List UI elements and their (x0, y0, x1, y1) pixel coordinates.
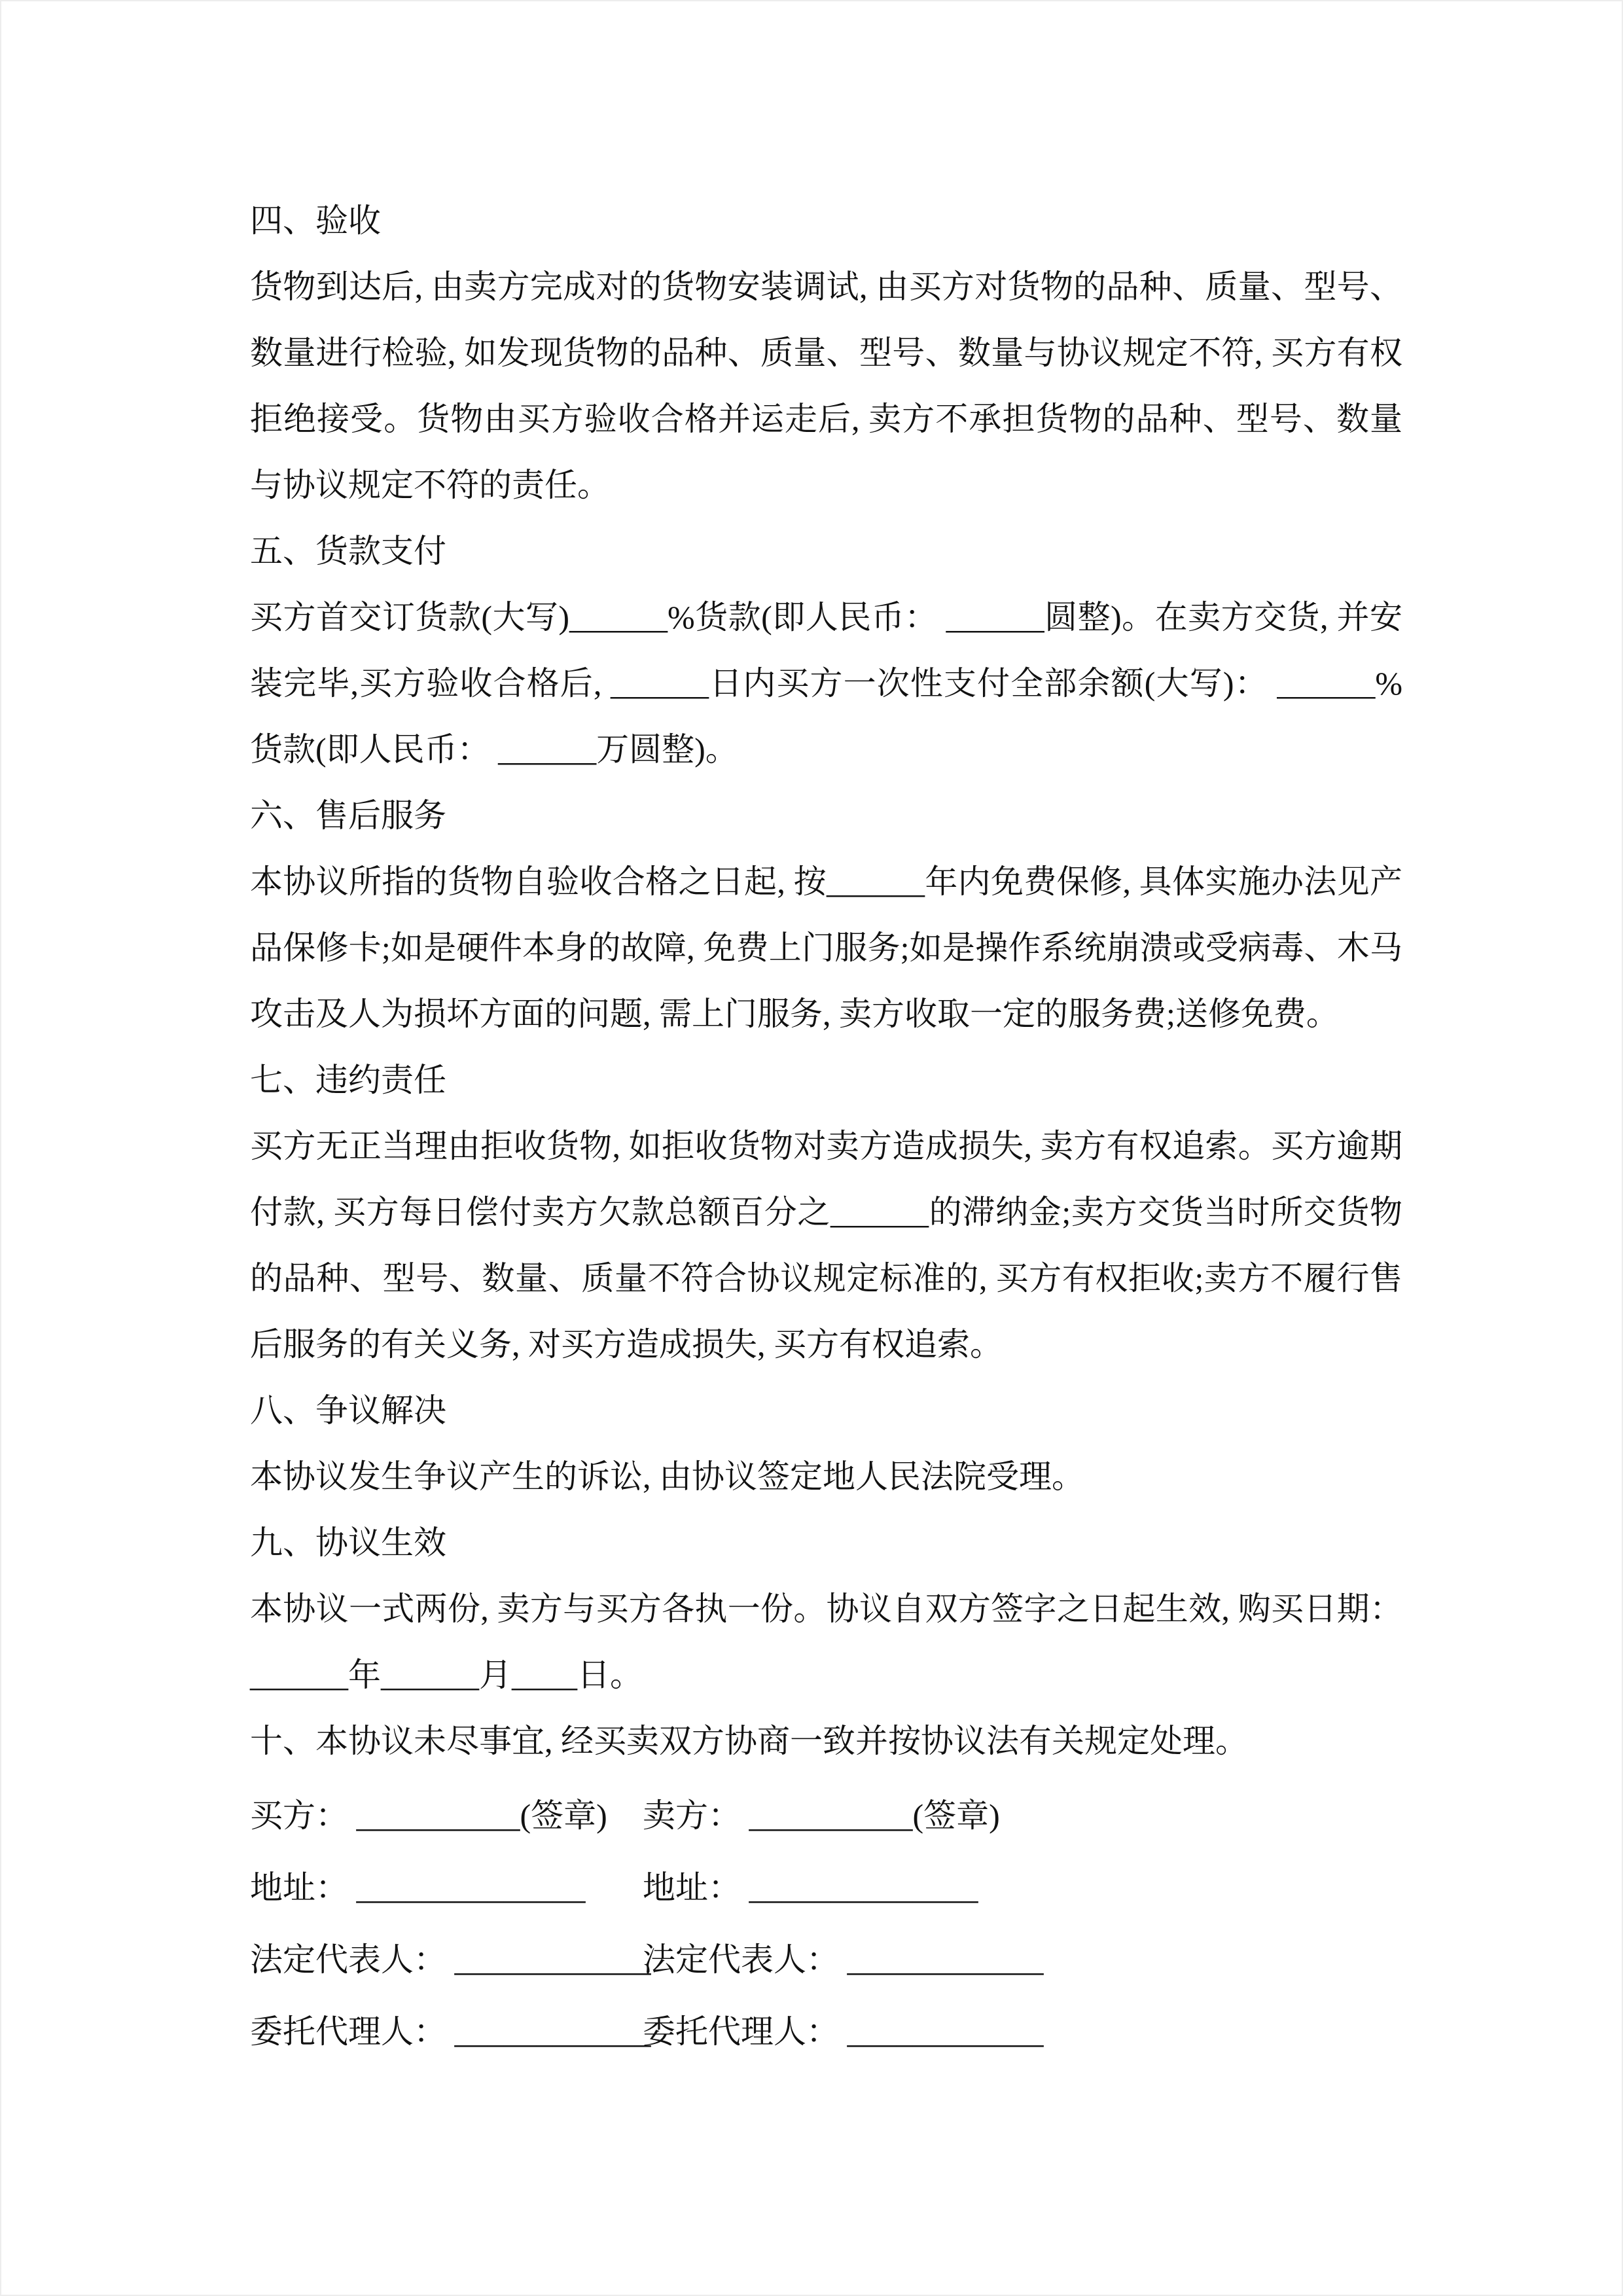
buyer-entrusted-agent-field: 委托代理人： ____________ (250, 2013, 651, 2050)
contract-document (250, 188, 1402, 2068)
section-9-heading: 九、协议生效 (250, 1524, 446, 1561)
section-6-paragraph: 本协议所指的货物自验收合格之日起, 按______年内免费保修, 具体实施办法见产品保修卡;如是硬件本身的故障, 免费上门服务;如是操作系统崩溃或受病毒、木马攻击及人为损坏方面的问题, 需上门服务, 卖方收取一定的服务费;送修免费。 (250, 863, 1402, 1032)
section-8-paragraph: 本协议发生争议产生的诉讼, 由协议签定地人民法院受理。 (250, 1458, 1084, 1495)
section-4-paragraph: 货物到达后, 由卖方完成对的货物安装调试, 由买方对货物的品种、质量、型号、数量进行检验, 如发现货物的品种、质量、型号、数量与协议规定不符, 买方有权拒绝接受。货物由买方验收合格并运走后, 卖方不承担货物的品种、型号、数量与协议规定不符的责任。 (250, 268, 1402, 503)
section-10-heading: 十、本协议未尽事宜, 经买卖双方协商一致并按协议法有关规定处理。 (250, 1723, 1248, 1759)
section-4-heading: 四、验收 (250, 202, 381, 239)
section-9-paragraph: 本协议一式两份, 卖方与买方各执一份。协议自双方签字之日起生效, 购买日期： ______年______月____日。 (250, 1590, 1402, 1693)
section-7-heading: 七、违约责任 (250, 1062, 446, 1098)
section-5-paragraph: 买方首交订货款(大写)______%货款(即人民币： ______圆整)。在卖方交货, 并安装完毕,买方验收合格后, ______日内买方一次性支付全部余额(大写)： ______%货款(即人民币： ______万圆整)。 (250, 599, 1402, 768)
section-7-paragraph: 买方无正当理由拒收货物, 如拒收货物对卖方造成损失, 卖方有权追索。买方逾期付款, 买方每日偿付卖方欠款总额百分之______的滞纳金;卖方交货当时所交货物的品种、型号、数量、质量不符合协议规定标准的, 买方有权拒收;卖方不履行售后服务的有关义务, 对买方造成损失, 买方有权追索。 (250, 1128, 1402, 1363)
buyer-signature-field: 买方： __________(签章) (250, 1797, 607, 1834)
seller-signature-field: 卖方： __________(签章) (643, 1797, 1000, 1834)
signature-row-entrusted-agent (250, 1996, 1402, 2068)
signature-row-legal-representative (250, 1924, 1402, 1996)
signature-row-address (250, 1852, 1402, 1924)
seller-entrusted-agent-field: 委托代理人： ____________ (643, 2013, 1044, 2050)
seller-legal-representative-field: 法定代表人： ____________ (643, 1941, 1044, 1978)
section-6-heading: 六、售后服务 (250, 797, 446, 834)
section-5-heading: 五、货款支付 (250, 533, 446, 569)
buyer-legal-representative-field: 法定代表人： ____________ (250, 1941, 651, 1978)
signature-row-party (250, 1780, 1402, 1852)
buyer-address-field: 地址： ______________ (250, 1869, 586, 1906)
section-8-heading: 八、争议解决 (250, 1392, 446, 1429)
signature-block (250, 1780, 1402, 2068)
seller-address-field: 地址： ______________ (643, 1869, 978, 1906)
